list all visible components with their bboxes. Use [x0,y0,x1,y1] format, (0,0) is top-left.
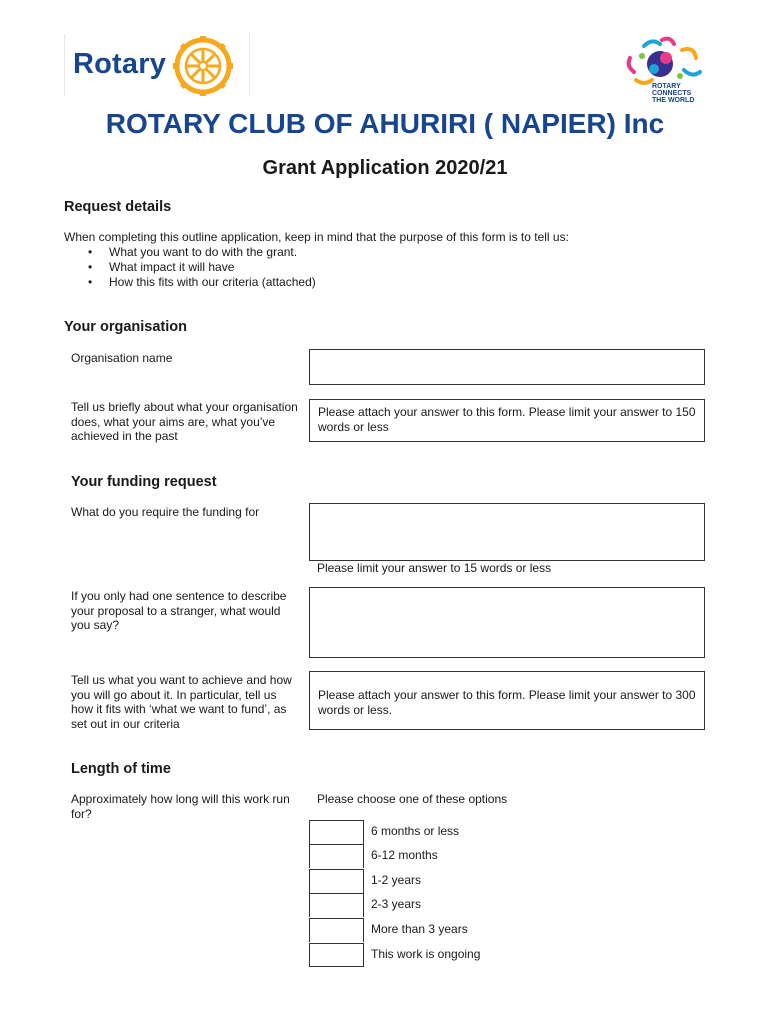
option-checkbox[interactable] [309,893,364,917]
funding-require-value [310,504,704,514]
funding-heading: Your funding request [71,474,217,490]
rotary-logo [64,34,250,96]
option-row [309,844,709,868]
funding-require-field[interactable] [309,503,705,561]
funding-require-hint: Please limit your answer to 15 words or less [317,561,552,575]
option-checkbox[interactable] [309,844,364,868]
organisation-heading: Your organisation [64,319,187,335]
rotary-wheel-icon [173,36,233,96]
funding-sentence-value [310,588,704,598]
option-label: 1-2 years [371,873,422,887]
length-heading: Length of time [71,761,171,777]
connects-world-graphic-icon [622,36,722,86]
length-instruction: Please choose one of these options [317,792,508,806]
page-title: ROTARY CLUB OF AHURIRI ( NAPIER) Inc [105,108,665,139]
funding-achieve-label: Tell us what you want to achieve and how you will go about it. In particular, tell us how it fits with ‘what we want to fund’, as set out in our criteria [71,673,292,731]
rotary-wordmark: Rotary [73,48,167,80]
organisation-name-label: Organisation name [71,351,173,365]
organisation-about-label: Tell us briefly about what your organisation does, what your aims are, what you’ve achieved in the past [71,400,298,443]
funding-achieve-field[interactable] [309,671,705,730]
bullet-item: • What impact it will have [64,260,664,275]
length-question: Approximately how long will this work run for? [71,792,290,821]
option-row [309,893,709,917]
option-row [309,918,709,942]
request-details-bullets [64,245,664,290]
funding-sentence-field[interactable] [309,587,705,658]
connects-logo-text: ROTARY CONNECTS THE WORLD [652,83,695,104]
option-label: 2-3 years [371,897,422,911]
rotary-connects-logo [622,36,722,108]
option-checkbox[interactable] [309,918,364,942]
funding-achieve-instructions: Please attach your answer to this form. Please limit your answer to 300 words or less. [318,688,696,717]
request-details-intro: When completing this outline application, keep in mind that the purpose of this form is to tell us: [64,230,569,244]
option-checkbox[interactable] [309,943,364,967]
option-checkbox[interactable] [309,869,364,893]
bullet-item: • What you want to do with the grant. [64,245,664,260]
funding-require-label: What do you require the funding for [71,505,260,519]
option-row [309,943,709,967]
option-label: 6 months or less [371,824,460,838]
organisation-about-field[interactable] [309,399,705,442]
bullet-item: • How this fits with our criteria (attached) [64,275,664,290]
organisation-name-field[interactable] [309,349,705,385]
option-checkbox[interactable] [309,820,364,844]
organisation-about-instructions: Please attach your answer to this form. Please limit your answer to 150 words or less [318,405,696,434]
request-details-heading: Request details [64,199,172,215]
option-label: 6-12 months [371,848,438,862]
organisation-name-value [310,350,704,360]
funding-sentence-label: If you only had one sentence to describe your proposal to a stranger, what would you say? [71,589,287,632]
option-label: This work is ongoing [371,947,481,961]
page-subtitle: Grant Application 2020/21 [262,157,508,179]
option-row [309,820,709,844]
option-row [309,869,709,893]
option-label: More than 3 years [371,922,468,936]
